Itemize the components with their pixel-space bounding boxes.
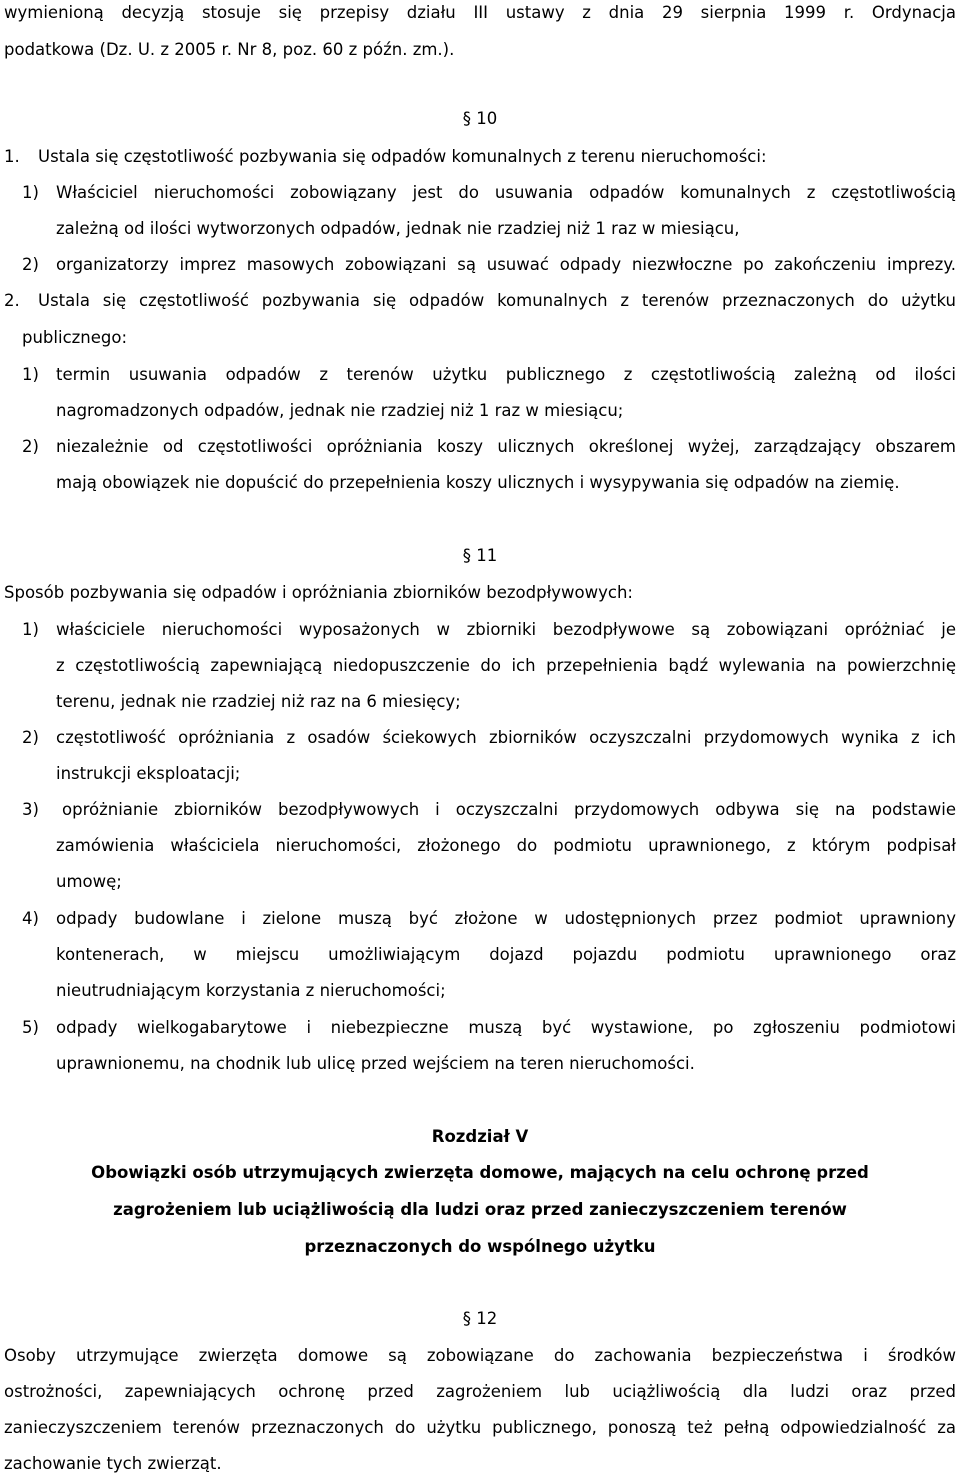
list-item-line: zamówienia właściciela nieruchomości, złożonego do podmiotu uprawnionego, z którym podpisał: [56, 836, 956, 855]
section-heading: § 12: [462, 1309, 498, 1328]
intro-line: wymienioną decyzją stosuje się przepisy działu III ustawy z dnia 29 sierpnia 1999 r. Ordynacja: [4, 3, 956, 22]
list-item-line: z częstotliwością zapewniającą niedopuszczenie do ich przepełnienia bądź wylewania na powierzchnię: [56, 656, 956, 675]
list-item-line: terenu, jednak nie rzadziej niż raz na 6 miesięcy;: [56, 692, 461, 711]
list-number: 2): [22, 728, 39, 747]
list-item-line: opróżnianie zbiorników bezodpływowych i oczyszczalni przydomowych odbywa się na podstawie: [62, 800, 956, 819]
section-heading: § 10: [462, 109, 498, 128]
list-item-line: umowę;: [56, 872, 122, 891]
list-number: 5): [22, 1018, 39, 1037]
list-number: 1): [22, 620, 39, 639]
list-item-line: właściciele nieruchomości wyposażonych w zbiorniki bezodpływowe są zobowiązani opróżniać je: [56, 620, 956, 639]
chapter-title-line: zagrożeniem lub uciążliwością dla ludzi oraz przed zanieczyszczeniem terenów: [113, 1200, 847, 1219]
chapter-title-line: przeznaczonych do wspólnego użytku: [304, 1237, 656, 1256]
body-line: zachowanie tych zwierząt.: [4, 1454, 222, 1473]
list-item-line: nagromadzonych odpadów, jednak nie rzadziej niż 1 raz w miesiącu;: [56, 401, 624, 420]
list-item-line: uprawnionemu, na chodnik lub ulicę przed wejściem na teren nieruchomości.: [56, 1054, 695, 1073]
list-item-line: zależną od ilości wytworzonych odpadów, jednak nie rzadziej niż 1 raz w miesiącu,: [56, 219, 740, 238]
list-item-line: częstotliwość opróżniania z osadów ściekowych zbiorników oczyszczalni przydomowych wynika z ich: [56, 728, 956, 747]
list-item-line: organizatorzy imprez masowych zobowiązani są usuwać odpady niezwłoczne po zakończeniu imprezy.: [56, 255, 956, 274]
section-lead: Sposób pozbywania się odpadów i opróżniania zbiorników bezodpływowych:: [4, 583, 633, 602]
list-item-line: odpady wielkogabarytowe i niebezpieczne muszą być wystawione, po zgłoszeniu podmiotowi: [56, 1018, 956, 1037]
list-number: 2): [22, 255, 39, 274]
list-item-line: Właściciel nieruchomości zobowiązany jest do usuwania odpadów komunalnych z częstotliwością: [56, 183, 956, 202]
list-number: 2): [22, 437, 39, 456]
body-line: zanieczyszczeniem terenów przeznaczonych do użytku publicznego, ponoszą też pełną odpowiedzialność za: [4, 1418, 956, 1437]
list-item-line: niezależnie od częstotliwości opróżniania koszy ulicznych określonej wyżej, zarządzający obszarem: [56, 437, 956, 456]
list-number: 3): [22, 800, 39, 819]
paragraph-text: Ustala się częstotliwość pozbywania się odpadów komunalnych z terenów przeznaczonych do użytku: [38, 291, 956, 310]
body-line: ostrożności, zapewniających ochronę przed zagrożeniem lub uciążliwością dla ludzi oraz przed: [4, 1382, 956, 1401]
paragraph-text: publicznego:: [22, 328, 128, 347]
body-line: Osoby utrzymujące zwierzęta domowe są zobowiązane do zachowania bezpieczeństwa i środków: [4, 1346, 956, 1365]
list-item-line: mają obowiązek nie dopuścić do przepełnienia koszy ulicznych i wysypywania się odpadów na ziemię.: [56, 473, 900, 492]
list-item-line: odpady budowlane i zielone muszą być złożone w udostępnionych przez podmiot uprawniony: [56, 909, 956, 928]
list-item-line: instrukcji eksploatacji;: [56, 764, 241, 783]
list-number: 4): [22, 909, 39, 928]
list-number: 1): [22, 365, 39, 384]
intro-line: podatkowa (Dz. U. z 2005 r. Nr 8, poz. 60 z późn. zm.).: [4, 40, 455, 59]
chapter-title-line: Obowiązki osób utrzymujących zwierzęta domowe, mających na celu ochronę przed: [91, 1163, 869, 1182]
chapter-label: Rozdział V: [431, 1127, 529, 1146]
paragraph-text: Ustala się częstotliwość pozbywania się odpadów komunalnych z terenu nieruchomości:: [38, 147, 767, 166]
paragraph-number: 2.: [4, 291, 20, 310]
list-number: 1): [22, 183, 39, 202]
list-item-line: kontenerach, w miejscu umożliwiającym dojazd pojazdu podmiotu uprawnionego oraz: [56, 945, 956, 964]
paragraph-number: 1.: [4, 147, 20, 166]
section-heading: § 11: [462, 546, 498, 565]
list-item-line: termin usuwania odpadów z terenów użytku publicznego z częstotliwością zależną od ilości: [56, 365, 956, 384]
list-item-line: nieutrudniającym korzystania z nieruchomości;: [56, 981, 446, 1000]
